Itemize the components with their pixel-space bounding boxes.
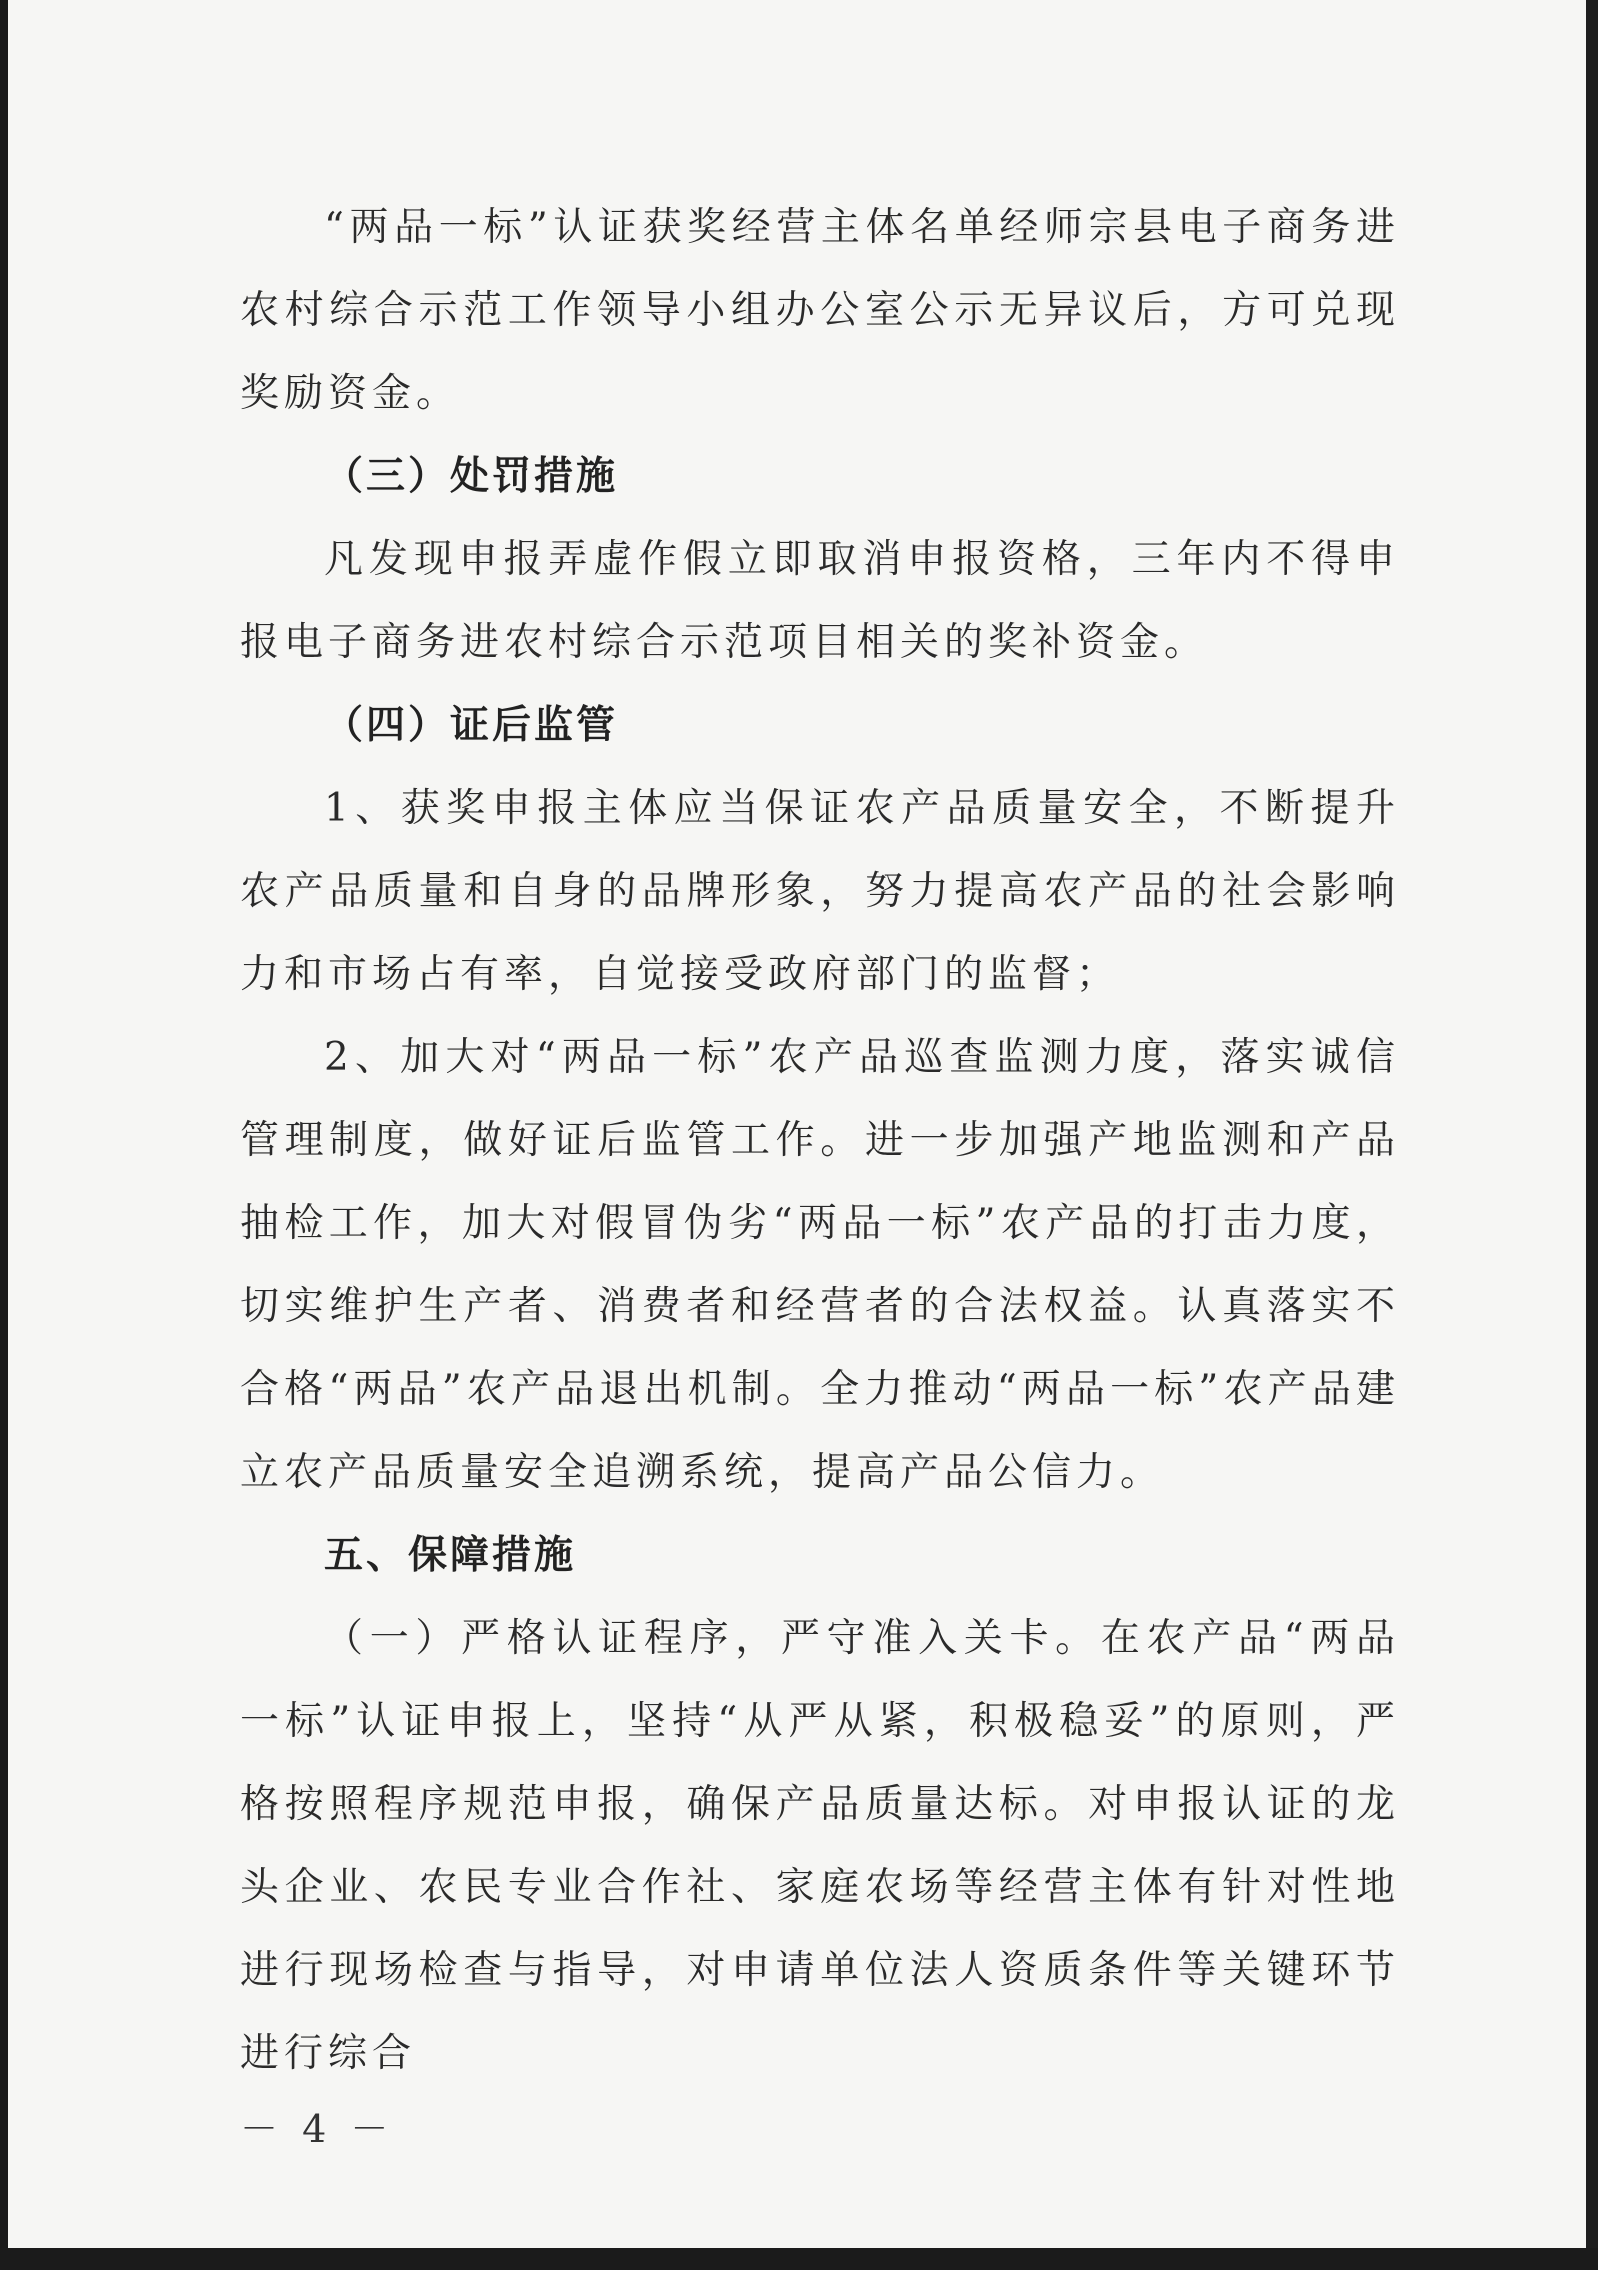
document-page (8, 0, 1586, 2248)
paragraph-supervision-item-1: 1、获奖申报主体应当保证农产品质量安全，不断提升农产品质量和自身的品牌形象，努力提高农产品的社会影响力和市场占有率，自觉接受政府部门的监督； (240, 786, 1400, 997)
paragraph-supervision-item-2: 2、加大对“两品一标”农产品巡查监测力度，落实诚信管理制度，做好证后监管工作。进一步加强产地监测和产品抽检工作，加大对假冒伪劣“两品一标”农产品的打击力度，切实维护生产者、消费者和经营者的合法权益。认真落实不合格“两品”农产品退出机制。全力推动“两品一标”农产品建立农产品质量安全追溯系统，提高产品公信力。 (240, 1035, 1400, 1495)
heading-safeguard-measures: 五、保障措施 (324, 1533, 577, 1578)
heading-post-certification-supervision: （四）证后监管 (324, 703, 619, 748)
paragraph-award-publicity: “两品一标”认证获奖经营主体名单经师宗县电子商务进农村综合示范工作领导小组办公室公示无异议后，方可兑现奖励资金。 (240, 205, 1400, 416)
scan-right-border (1586, 0, 1598, 2270)
scan-left-border (0, 0, 8, 2270)
paragraph-penalty: 凡发现申报弄虚作假立即取消申报资格，三年内不得申报电子商务进农村综合示范项目相关的奖补资金。 (240, 537, 1400, 665)
paragraph-safeguard-item-1: （一）严格认证程序，严守准入关卡。在农产品“两品一标”认证申报上，坚持“从严从紧，积极稳妥”的原则，严格按照程序规范申报，确保产品质量达标。对申报认证的龙头企业、农民专业合作社、家庭农场等经营主体有针对性地进行现场检查与指导，对申请单位法人资质条件等关键环节进行综合 (240, 1616, 1400, 2076)
document-body (240, 186, 1400, 2095)
page-number: － 4 － (240, 2107, 395, 2151)
heading-penalty-measures: （三）处罚措施 (324, 454, 619, 499)
scan-bottom-border (0, 2248, 1598, 2270)
